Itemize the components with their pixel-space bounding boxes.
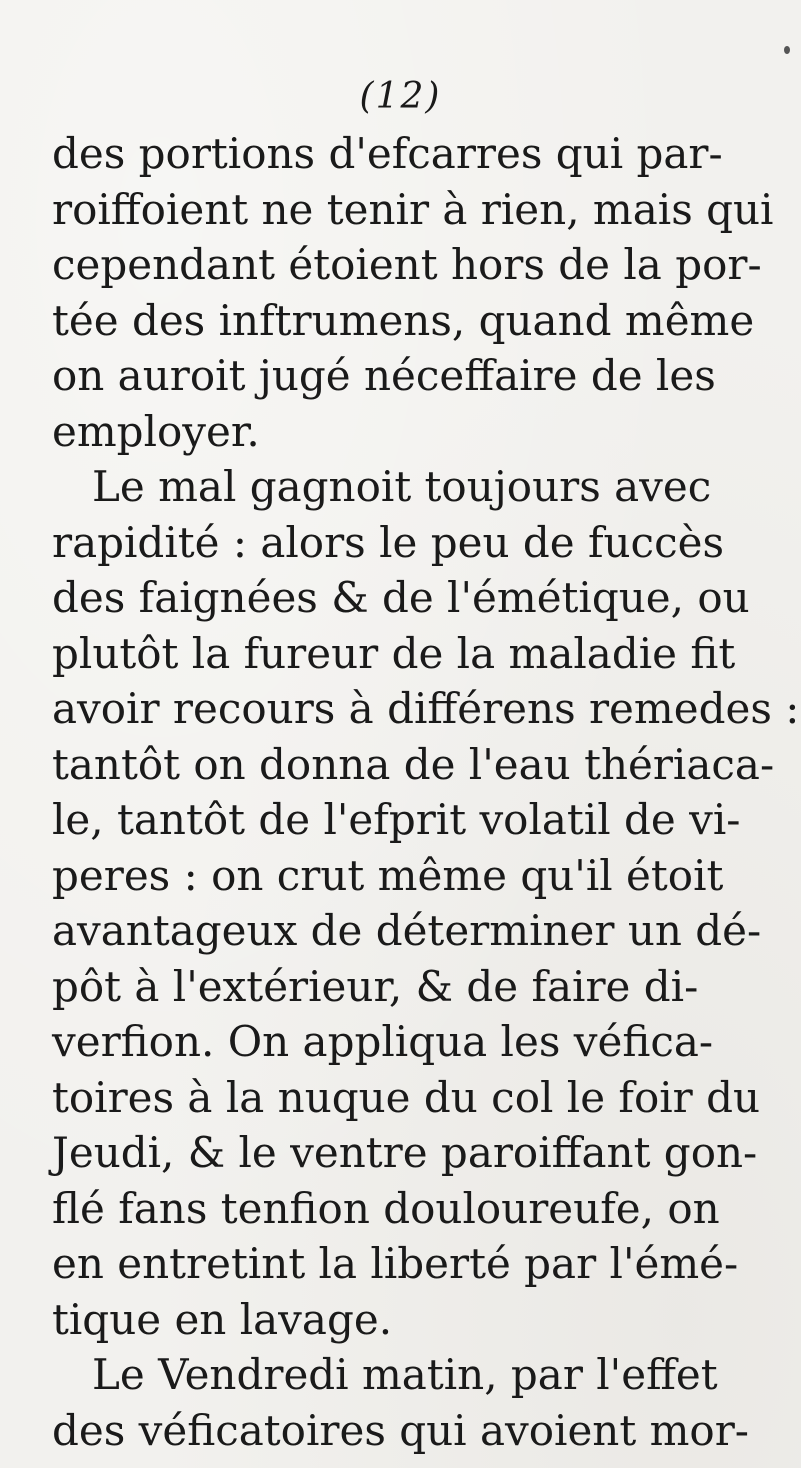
text-line: flé fans tenfion douloureufe, on [52, 1183, 720, 1233]
text-line: tique en lavage. [52, 1294, 393, 1344]
text-line: cependant étoient hors de la por- [52, 240, 762, 289]
text-line: rapidité : alors le peu de fuccès [52, 517, 724, 567]
text-line: des portions d'efcarres qui par- [52, 129, 723, 178]
text-line: verfion. On appliqua les véfica- [52, 1017, 714, 1066]
text-line: des faignées & de l'émétique, ou [52, 573, 750, 622]
text-line: en entretint la liberté par l'émé- [52, 1239, 739, 1288]
text-line: plutôt la fureur de la maladie fit [52, 628, 736, 678]
text-line: tantôt on donna de l'eau thériaca- [52, 739, 775, 789]
text-line: Jeudi, & le ventre paroiffant gon- [52, 1128, 758, 1177]
paragraph-start-line: Le Vendredi matin, par l'effet [92, 1350, 718, 1399]
text-line: avoir recours à différens remedes : [52, 684, 800, 733]
text-line: employer. [52, 406, 260, 456]
text-line: avantageux de déterminer un dé- [52, 906, 762, 955]
text-line: roiffoient ne tenir à rien, mais qui [52, 184, 774, 234]
text-line: peres : on crut même qu'il étoit [52, 850, 724, 900]
paragraph-start-line: Le mal gagnoit toujours avec [92, 462, 712, 511]
text-line: le, tantôt de l'efprit volatil de vi- [52, 795, 741, 844]
text-line: tée des inftrumens, quand même [52, 295, 755, 345]
text-line: on auroit jugé néceffaire de les [52, 351, 716, 400]
text-line: toires à la nuque du col le foir du [52, 1072, 761, 1122]
page-number: (12) [359, 76, 442, 117]
text-line: pôt à l'extérieur, & de faire di- [52, 961, 699, 1011]
ink-speck [784, 46, 790, 54]
body-text [52, 126, 800, 1458]
text-line: des véficatoires qui avoient mor- [52, 1405, 749, 1455]
